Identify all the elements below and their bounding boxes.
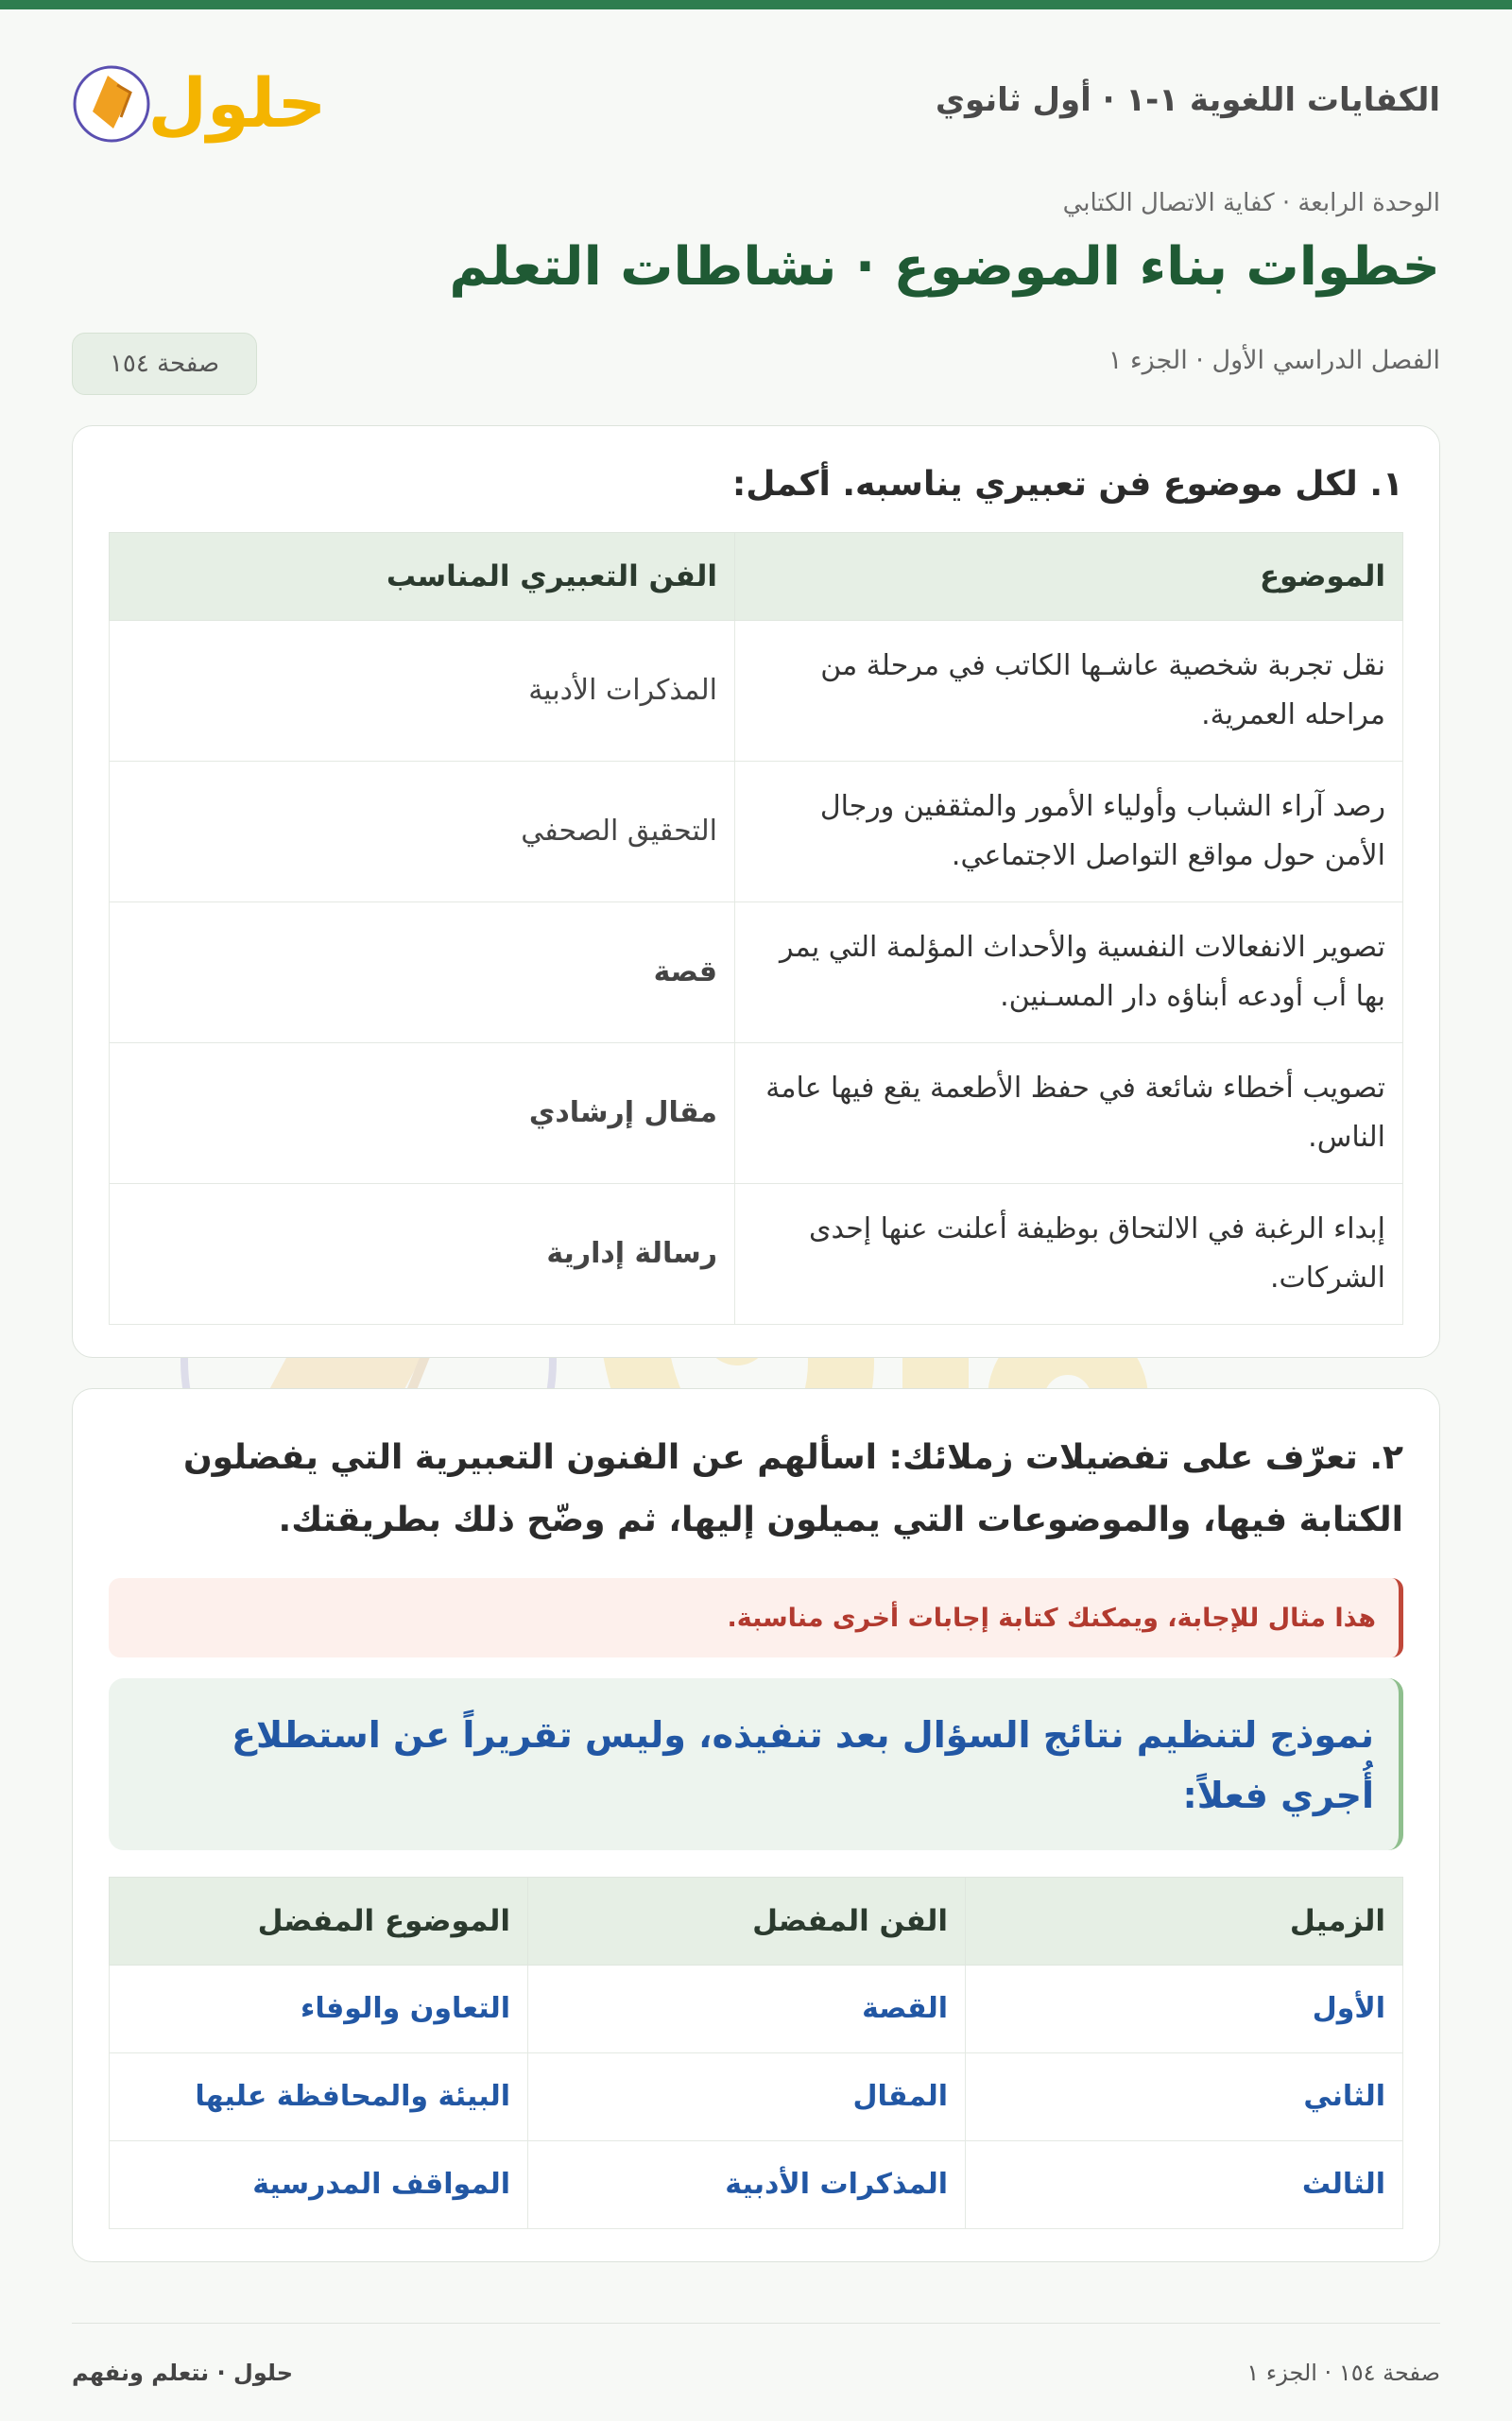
book-title: الكفايات اللغوية ١-١ · أول ثانوي <box>935 81 1440 119</box>
column-header-colleague: الزميل <box>966 1878 1403 1966</box>
topic-cell: رصد آراء الشباب وأولياء الأمور والمثقفين ورجال الأمن حول مواقع التواصل الاجتماعي. <box>735 762 1403 902</box>
colleague-cell: الأول <box>966 1966 1403 2053</box>
page-footer <box>72 2323 1440 2386</box>
preferences-table <box>109 1877 1403 2229</box>
genre-cell: المذكرات الأدبية <box>528 2141 966 2229</box>
topic-cell: نقل تجربة شخصية عاشـها الكاتب في مرحلة من مراحله العمرية. <box>735 621 1403 762</box>
question-1-card <box>72 425 1440 1358</box>
footer-brand: حلول · نتعلم ونفهم <box>72 2360 293 2386</box>
colleague-cell: الثاني <box>966 2053 1403 2141</box>
model-answer-box: نموذج لتنظيم نتائج السؤال بعد تنفيذه، وليس تقريراً عن استطلاع أُجري فعلاً: <box>109 1678 1403 1850</box>
topic-cell: إبداء الرغبة في الالتحاق بوظيفة أعلنت عنها إحدى الشركات. <box>735 1184 1403 1325</box>
question-1-title: ١. لكل موضوع فن تعبيري يناسبه. أكمل: <box>731 465 1403 504</box>
genre-cell: القصة <box>528 1966 966 2053</box>
brand-logo <box>72 49 327 153</box>
genre-cell: المقال <box>528 2053 966 2141</box>
lesson-sub-meta <box>72 333 1440 425</box>
table-row <box>110 2141 1403 2229</box>
answer-cell: مقال إرشادي <box>110 1043 735 1184</box>
question-1-table <box>109 532 1403 1325</box>
colleague-cell: الثالث <box>966 2141 1403 2229</box>
question-2-card <box>72 1388 1440 2262</box>
table-header-row <box>110 533 1403 621</box>
lesson-meta <box>72 189 1440 298</box>
semester-info: الفصل الدراسي الأول · الجزء ١ <box>1108 346 1440 375</box>
table-row <box>110 1184 1403 1325</box>
column-header-genre: الفن المفضل <box>528 1878 966 1966</box>
topic-cell: التعاون والوفاء <box>110 1966 528 2053</box>
answer-note: هذا مثال للإجابة، ويمكنك كتابة إجابات أخرى مناسبة. <box>109 1578 1403 1657</box>
top-accent-bar <box>0 0 1512 9</box>
column-header-topic: الموضوع المفضل <box>110 1878 528 1966</box>
table-row <box>110 2053 1403 2141</box>
genre-cell: المذكرات الأدبية <box>110 621 735 762</box>
answer-cell: قصة <box>110 902 735 1043</box>
topic-cell: المواقف المدرسية <box>110 2141 528 2229</box>
topic-cell: البيئة والمحافظة عليها <box>110 2053 528 2141</box>
column-header-topic: الموضوع <box>735 533 1403 621</box>
table-row <box>110 762 1403 902</box>
table-row <box>110 1043 1403 1184</box>
table-row <box>110 621 1403 762</box>
genre-cell: التحقيق الصحفي <box>110 762 735 902</box>
question-2-title: ٢. تعرّف على تفضيلات زملائك: اسألهم عن الفنون التعبيرية التي يفضلون الكتابة فيها، والموضوعات التي يميلون إليها، ثم وضّح ذلك بطريقتك. <box>182 1438 1403 1539</box>
table-header-row <box>110 1878 1403 1966</box>
column-header-genre: الفن التعبيري المناسب <box>110 533 735 621</box>
table-row <box>110 902 1403 1043</box>
answer-cell: رسالة إدارية <box>110 1184 735 1325</box>
table-row <box>110 1966 1403 2053</box>
page-header <box>72 9 1440 189</box>
topic-cell: تصوير الانفعالات النفسية والأحداث المؤلمة التي يمر بها أب أودعه أبناؤه دار المسـنين. <box>735 902 1403 1043</box>
svg-text:حلول: حلول <box>147 63 327 143</box>
page-content <box>72 9 1440 2262</box>
page-title: خطوات بناء الموضوع · نشاطات التعلم <box>449 236 1440 298</box>
topic-cell: تصويب أخطاء شائعة في حفظ الأطعمة يقع فيها عامة الناس. <box>735 1043 1403 1184</box>
breadcrumb: الوحدة الرابعة · كفاية الاتصال الكتابي <box>1062 189 1440 217</box>
page-number-badge: صفحة ١٥٤ <box>72 333 257 395</box>
footer-page-info: صفحة ١٥٤ · الجزء ١ <box>1246 2360 1440 2386</box>
